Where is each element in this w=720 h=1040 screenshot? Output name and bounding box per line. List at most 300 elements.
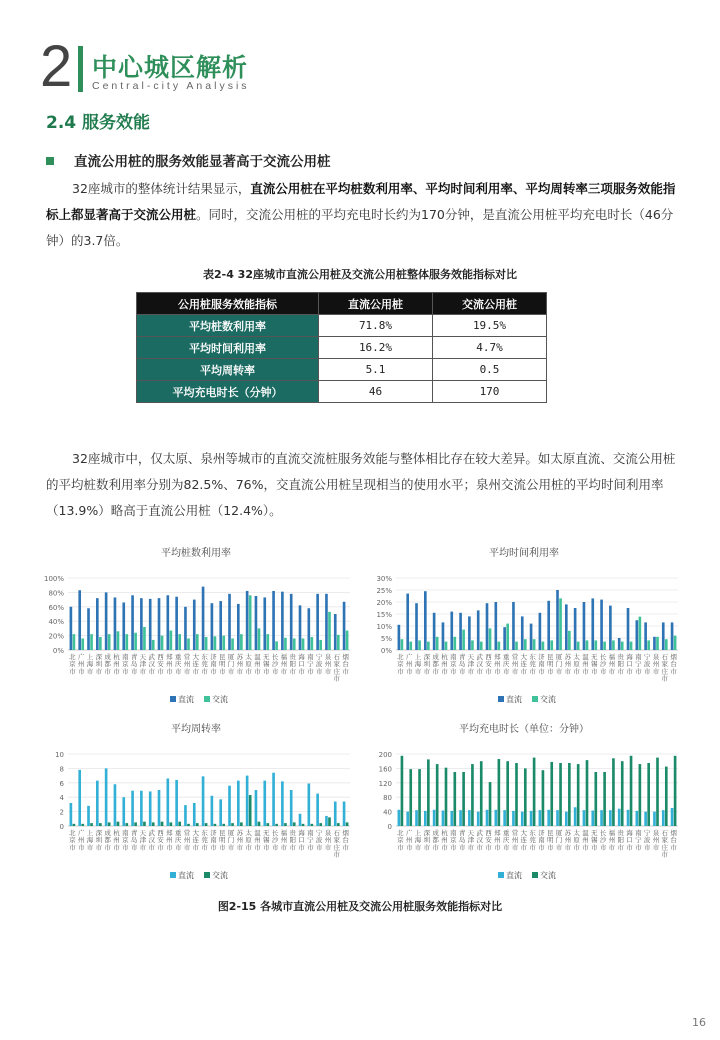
bar-dc: [122, 797, 125, 826]
x-tick-label: 大连市: [520, 653, 528, 676]
bar-dc: [644, 812, 647, 826]
bar-dc: [272, 773, 275, 826]
bar-ac: [559, 763, 562, 826]
x-tick-label: 宁波市: [643, 653, 651, 676]
section-title: 2.4 服务效能: [46, 113, 151, 133]
chart-charging-duration: [364, 718, 684, 888]
y-tick-label: 10%: [376, 623, 392, 631]
bar-dc: [87, 608, 90, 650]
bar-ac: [594, 772, 597, 826]
y-tick-label: 200: [378, 751, 392, 759]
x-tick-label: 苏州市: [236, 829, 244, 852]
x-tick-label: 石家庄市: [661, 653, 669, 683]
bar-ac: [462, 772, 465, 826]
y-tick-label: 20%: [376, 599, 392, 607]
bar-dc: [140, 598, 143, 650]
bar-dc: [627, 810, 630, 826]
x-tick-label: 温州市: [582, 653, 589, 676]
bar-ac: [196, 634, 199, 650]
bar-dc: [574, 807, 577, 826]
bar-dc: [442, 622, 445, 650]
bar-dc: [87, 806, 90, 826]
bar-ac: [178, 634, 181, 650]
bar-ac: [418, 769, 421, 826]
x-tick-label: 武汉市: [148, 829, 155, 852]
bar-dc: [105, 768, 108, 826]
bar-ac: [445, 768, 448, 826]
x-tick-label: 成都市: [432, 653, 439, 676]
x-tick-label: 海口市: [626, 653, 633, 676]
bar-dc: [228, 594, 231, 650]
y-tick-label: 30%: [376, 575, 392, 583]
bar-ac: [346, 822, 349, 826]
x-tick-label: 重庆市: [174, 829, 182, 852]
bar-dc: [512, 602, 515, 650]
bar-ac: [125, 823, 128, 826]
bar-dc: [609, 810, 612, 826]
bar-ac: [542, 770, 545, 826]
bar-ac: [134, 822, 137, 826]
x-tick-label: 成都市: [104, 829, 111, 852]
y-tick-label: 0%: [52, 647, 64, 655]
bar-ac: [81, 638, 84, 650]
bar-dc: [609, 606, 612, 650]
x-tick-label: 济南市: [210, 829, 217, 852]
legend-swatch: [170, 872, 176, 878]
bar-dc: [636, 620, 639, 650]
y-tick-label: 0: [59, 823, 64, 831]
x-tick-label: 东莞市: [201, 653, 208, 676]
header-accent-bar: [78, 46, 83, 92]
chart-time-utilization: [364, 542, 684, 712]
y-tick-label: 0%: [380, 647, 392, 655]
bar-ac: [311, 637, 314, 650]
bar-dc: [539, 810, 542, 826]
bar-ac: [187, 638, 190, 650]
bar-ac: [205, 637, 208, 650]
bar-dc: [246, 591, 249, 650]
bar-dc: [158, 790, 161, 826]
bar-ac: [603, 772, 606, 826]
bar-dc: [644, 622, 647, 650]
legend-label: 交流: [212, 695, 228, 704]
x-tick-label: 南京市: [450, 829, 457, 852]
bar-ac: [533, 758, 536, 826]
x-tick-label: 大连市: [520, 829, 528, 852]
table-header-cell: 交流公用桩: [433, 293, 547, 315]
x-tick-label: 贵阳市: [289, 829, 296, 852]
bar-dc: [398, 625, 401, 650]
bar-dc: [600, 600, 603, 650]
bar-dc: [211, 603, 214, 650]
legend-swatch: [498, 696, 504, 702]
bar-ac: [656, 637, 659, 650]
bar-dc: [70, 803, 73, 826]
bar-dc: [442, 811, 445, 826]
bar-dc: [343, 602, 346, 650]
table-cell: 46: [319, 381, 433, 403]
bar-ac: [99, 637, 102, 650]
x-tick-label: 深圳市: [95, 829, 103, 852]
bar-dc: [325, 594, 328, 650]
bar-dc: [202, 776, 205, 826]
x-tick-label: 福州市: [608, 829, 616, 852]
chart-title: 平均时间利用率: [489, 548, 559, 559]
bar-ac: [630, 756, 633, 826]
bar-dc: [149, 599, 152, 650]
chart-pile-utilization: [36, 542, 356, 712]
x-tick-label: 郑州市: [166, 829, 173, 852]
x-tick-label: 北京市: [397, 829, 404, 852]
x-tick-label: 青岛市: [458, 829, 466, 852]
bar-ac: [630, 642, 633, 650]
bar-dc: [316, 594, 319, 650]
bar-ac: [524, 768, 527, 826]
x-tick-label: 昆明市: [218, 653, 226, 676]
x-tick-label: 上海市: [414, 653, 422, 676]
bar-dc: [415, 603, 418, 650]
bar-dc: [671, 622, 674, 650]
x-tick-label: 昆明市: [546, 829, 554, 852]
x-tick-label: 宁波市: [315, 829, 323, 852]
bar-ac: [515, 642, 518, 650]
x-tick-label: 大连市: [192, 829, 200, 852]
bar-ac: [665, 639, 668, 650]
table-cell: 71.8%: [319, 315, 433, 337]
figure-caption: 图2-15 各城市直流公用桩及交流公用桩服务效能指标对比: [217, 900, 503, 913]
legend-label: 直流: [178, 871, 194, 880]
x-tick-label: 广州市: [77, 829, 85, 852]
x-tick-label: 宁波市: [315, 653, 323, 676]
bar-ac: [462, 630, 465, 650]
x-tick-label: 武汉市: [476, 653, 483, 676]
chart-turnover: [36, 718, 356, 888]
x-tick-label: 烟台市: [670, 829, 677, 852]
bar-dc: [211, 796, 214, 826]
bar-dc: [468, 810, 471, 826]
x-tick-label: 南京市: [122, 653, 129, 676]
x-tick-label: 北京市: [69, 653, 76, 676]
table-row-label: 平均时间利用率: [137, 337, 319, 359]
bar-ac: [108, 822, 111, 826]
bar-ac: [550, 640, 553, 650]
bar-dc: [290, 790, 293, 826]
paragraph-2: 32座城市中，仅太原、泉州等城市的直流交流桩服务效能与整体相比存在较大差异。如太原直流、交流公用桩的平均桩数利用率分别为82.5%、76%，交直流公用桩呈现相当的使用水平；泉州交流公用桩的平均时间利用率（13.9%）略高于直流公用桩（12.4%）。: [46, 451, 676, 518]
legend-label: 直流: [506, 871, 522, 880]
chart-svg: [36, 718, 356, 888]
x-tick-label: 天津市: [467, 829, 475, 852]
bar-dc: [70, 607, 73, 650]
x-tick-label: 上海市: [86, 829, 94, 852]
bar-ac: [258, 822, 261, 826]
para1-part-a: 32座城市的整体统计结果显示，: [72, 181, 251, 196]
bar-ac: [134, 633, 137, 650]
x-tick-label: 济南市: [538, 829, 545, 852]
bar-ac: [612, 758, 615, 826]
bar-dc: [175, 597, 178, 650]
bar-dc: [459, 810, 462, 826]
y-tick-label: 160: [378, 765, 392, 774]
bar-ac: [656, 758, 659, 826]
bar-ac: [489, 782, 492, 826]
x-tick-label: 泉州市: [324, 829, 332, 852]
table-row: [137, 359, 547, 381]
bar-dc: [433, 810, 436, 826]
x-tick-label: 太原市: [245, 829, 252, 852]
bar-ac: [266, 823, 269, 826]
bar-dc: [486, 603, 489, 650]
legend-swatch: [532, 696, 538, 702]
y-tick-label: 0: [387, 823, 392, 831]
bar-dc: [78, 770, 81, 826]
bar-ac: [489, 628, 492, 650]
bar-dc: [591, 598, 594, 650]
bar-ac: [266, 634, 269, 650]
x-tick-label: 重庆市: [502, 829, 510, 852]
bar-dc: [636, 811, 639, 826]
bar-ac: [73, 634, 76, 650]
x-tick-label: 东莞市: [529, 829, 536, 852]
x-tick-label: 北京市: [397, 653, 404, 676]
bar-ac: [533, 639, 536, 650]
x-tick-label: 长沙市: [599, 829, 607, 852]
x-tick-label: 泉州市: [652, 829, 660, 852]
bar-ac: [453, 772, 456, 826]
x-tick-label: 石家庄市: [333, 829, 341, 859]
bar-dc: [202, 587, 205, 650]
x-tick-label: 南宁市: [635, 653, 642, 676]
x-tick-label: 苏州市: [236, 653, 244, 676]
chart-svg: [364, 718, 684, 888]
bar-ac: [577, 764, 580, 826]
bar-dc: [281, 781, 284, 826]
bar-dc: [662, 622, 665, 650]
bar-dc: [547, 810, 550, 826]
bar-ac: [515, 763, 518, 826]
bar-dc: [627, 608, 630, 650]
bar-ac: [311, 824, 314, 826]
bar-ac: [621, 761, 624, 826]
bar-ac: [506, 761, 509, 826]
table-caption: 表2-4 32座城市直流公用桩及交流公用桩整体服务效能指标对比: [202, 268, 517, 281]
y-tick-label: 120: [378, 779, 392, 788]
bar-dc: [122, 602, 125, 650]
legend-swatch: [170, 696, 176, 702]
x-tick-label: 烟台市: [342, 829, 349, 852]
x-tick-label: 大连市: [192, 653, 200, 676]
x-tick-label: 东莞市: [529, 653, 536, 676]
x-tick-label: 上海市: [414, 829, 422, 852]
bar-ac: [240, 822, 243, 826]
bar-dc: [149, 791, 152, 826]
bar-dc: [272, 591, 275, 650]
x-tick-label: 西安市: [485, 829, 492, 852]
bar-ac: [284, 638, 287, 650]
bar-ac: [506, 624, 509, 650]
bar-ac: [196, 823, 199, 826]
x-tick-label: 贵阳市: [289, 653, 296, 676]
bar-ac: [346, 631, 349, 650]
bar-dc: [503, 810, 506, 826]
bar-ac: [319, 640, 322, 650]
bar-ac: [427, 759, 430, 826]
x-tick-label: 无锡市: [263, 653, 270, 676]
bar-dc: [653, 812, 656, 826]
x-tick-label: 西安市: [157, 829, 164, 852]
bar-ac: [302, 638, 305, 650]
bar-dc: [263, 597, 266, 650]
bar-ac: [284, 823, 287, 826]
chart-svg: [36, 542, 356, 712]
bar-dc: [618, 809, 621, 826]
x-tick-label: 广州市: [77, 653, 85, 676]
bar-dc: [193, 803, 196, 826]
bar-ac: [170, 822, 173, 826]
bar-ac: [480, 642, 483, 650]
bar-ac: [471, 764, 474, 826]
bullet-heading-text: 直流公用桩的服务效能显著高于交流公用桩: [74, 154, 331, 170]
legend-swatch: [204, 872, 210, 878]
bar-ac: [293, 638, 296, 650]
x-tick-label: 无锡市: [263, 829, 270, 852]
bar-ac: [542, 642, 545, 650]
x-tick-label: 无锡市: [591, 653, 598, 676]
bar-dc: [184, 805, 187, 826]
bar-ac: [568, 763, 571, 826]
bar-ac: [222, 824, 225, 826]
bar-ac: [577, 642, 580, 650]
bar-dc: [406, 812, 409, 826]
x-tick-label: 常州市: [511, 653, 519, 676]
x-tick-label: 烟台市: [342, 653, 349, 676]
y-tick-label: 40: [383, 808, 392, 817]
x-tick-label: 常州市: [183, 829, 191, 852]
bar-dc: [477, 812, 480, 826]
bar-ac: [214, 824, 217, 826]
bar-ac: [125, 634, 128, 650]
x-tick-label: 贵阳市: [617, 829, 624, 852]
bar-ac: [603, 642, 606, 650]
bar-dc: [158, 598, 161, 650]
bar-dc: [565, 812, 568, 826]
para1-bold: 直流公用桩在平均桩数利用率、平均时间利用率、平均周转率三项服务效能指标上都显著高于交流公用桩: [46, 181, 676, 222]
chart-svg: [364, 542, 684, 712]
x-tick-label: 南宁市: [307, 653, 314, 676]
bar-dc: [175, 780, 178, 826]
x-tick-label: 济南市: [538, 653, 545, 676]
bar-dc: [316, 794, 319, 826]
bar-ac: [152, 640, 155, 650]
bar-dc: [653, 637, 656, 650]
x-tick-label: 青岛市: [130, 829, 138, 852]
bar-ac: [117, 822, 120, 826]
bar-dc: [290, 594, 293, 650]
bar-dc: [255, 596, 258, 650]
y-tick-label: 20%: [48, 632, 64, 641]
bar-dc: [246, 776, 249, 826]
bar-ac: [90, 634, 93, 650]
x-tick-label: 广州市: [405, 653, 413, 676]
chart-title: 平均充电时长（单位：分钟）: [459, 724, 589, 735]
bar-dc: [308, 608, 311, 650]
bar-ac: [231, 638, 234, 650]
bar-ac: [453, 637, 456, 650]
bar-ac: [161, 822, 164, 826]
x-tick-label: 南京市: [122, 829, 129, 852]
y-tick-label: 8: [59, 765, 64, 774]
bar-ac: [586, 760, 589, 826]
bar-ac: [621, 642, 624, 650]
x-tick-label: 杭州市: [113, 653, 120, 676]
bar-ac: [409, 769, 412, 826]
x-tick-label: 广州市: [405, 829, 413, 852]
bar-ac: [612, 640, 615, 650]
bar-ac: [550, 762, 553, 826]
bar-dc: [308, 784, 311, 826]
x-tick-label: 石家庄市: [333, 653, 341, 683]
bar-dc: [459, 613, 462, 650]
bar-dc: [299, 814, 302, 826]
bar-ac: [275, 824, 278, 826]
x-tick-label: 重庆市: [502, 653, 510, 676]
bar-dc: [671, 808, 674, 826]
bar-ac: [594, 640, 597, 650]
bar-dc: [547, 601, 550, 650]
bar-dc: [477, 610, 480, 650]
bar-dc: [255, 790, 258, 826]
bar-ac: [524, 639, 527, 650]
x-tick-label: 太原市: [573, 653, 580, 676]
y-tick-label: 40%: [48, 618, 64, 627]
legend-label: 直流: [506, 695, 522, 704]
bar-dc: [424, 811, 427, 826]
bar-ac: [480, 761, 483, 826]
bar-dc: [512, 811, 515, 826]
bar-ac: [665, 767, 668, 826]
bar-dc: [334, 802, 337, 826]
bar-ac: [249, 595, 252, 650]
bullet-heading: [46, 150, 331, 170]
bar-dc: [591, 811, 594, 826]
x-tick-label: 温州市: [254, 829, 261, 852]
chart-title: 平均周转率: [171, 724, 221, 735]
bar-dc: [565, 604, 568, 650]
x-tick-label: 郑州市: [494, 653, 501, 676]
x-tick-label: 天津市: [467, 653, 475, 676]
bar-dc: [96, 598, 99, 650]
bar-dc: [468, 616, 471, 650]
bar-ac: [117, 631, 120, 650]
bar-dc: [450, 811, 453, 826]
bar-dc: [131, 595, 134, 650]
x-tick-label: 温州市: [254, 653, 261, 676]
x-tick-label: 杭州市: [441, 653, 448, 676]
y-tick-label: 5%: [380, 635, 392, 643]
x-tick-label: 海口市: [298, 829, 305, 852]
bar-ac: [231, 823, 234, 826]
bar-dc: [583, 810, 586, 826]
table-cell: 170: [433, 381, 547, 403]
bar-ac: [214, 636, 217, 650]
bar-dc: [334, 614, 337, 650]
legend-label: 直流: [178, 695, 194, 704]
para1-part-c: 。同时，交流公用桩的平均充电时长约为170分钟，是直流公用桩平均充电时长（46分钟）的3.7倍。: [46, 207, 674, 248]
y-tick-label: 80%: [48, 589, 64, 598]
bar-dc: [140, 791, 143, 826]
bar-ac: [639, 617, 642, 650]
x-tick-label: 成都市: [104, 653, 111, 676]
bar-dc: [219, 601, 222, 650]
